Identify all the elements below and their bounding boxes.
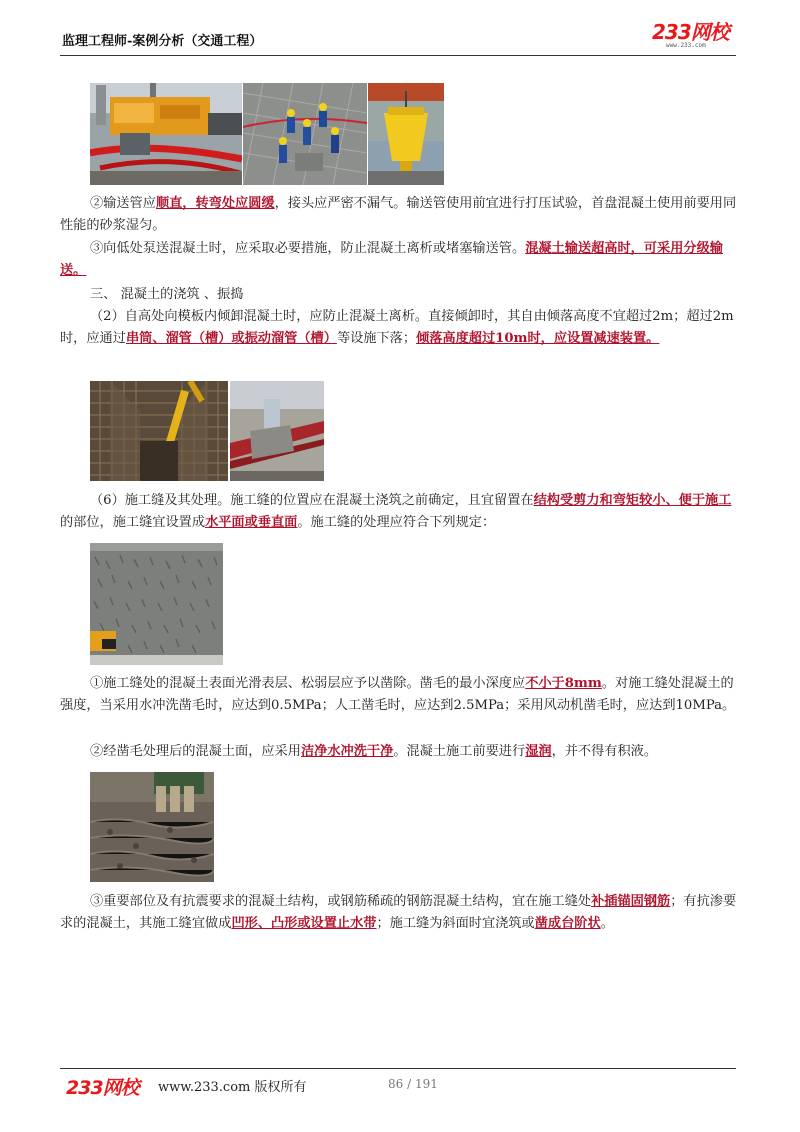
highlight-speed-reducer: 倾落高度超过10m时，应设置减速装置。 xyxy=(416,331,660,346)
highlight-clean-water: 洁净水冲洗干净 xyxy=(301,744,394,759)
highlight-staged-pumping: 混凝土输送超高时，可采用分级输送。 xyxy=(60,241,723,278)
footer-copyright: www.233.com 版权所有 xyxy=(158,1080,307,1095)
paragraph-seismic-joint: ③重要部位及有抗震要求的混凝土结构，或钢筋稀疏的钢筋混凝土结构，宜在施工缝处补插锚固钢筋；有抗渗要求的混凝土，其施工缝宜做成凹形、凸形或设置止水带；施工缝为斜面时宜浇筑或凿成台阶状。 xyxy=(60,894,737,931)
brand-logo-url: www.233.com xyxy=(666,42,706,49)
highlight-low-shear-location: 结构受剪力和弯矩较小、便于施工 xyxy=(533,493,732,508)
section-heading-pouring: 三、 混凝土的浇筑 、振捣 xyxy=(90,287,244,302)
page-number: 86 / 191 xyxy=(388,1077,438,1091)
paragraph-pipe-requirements: ②输送管应顺直，转弯处应圆缓，接头应严密不漏气。输送管使用前宜进行打压试验，首盘混凝土使用前要用同性能的砂浆湿匀。 xyxy=(60,196,737,233)
chute-pit-photo xyxy=(90,381,228,481)
chiseled-joint-photo xyxy=(90,543,223,665)
highlight-wetting: 湿润 xyxy=(525,744,552,759)
highlight-stepped: 凿成台阶状 xyxy=(534,916,601,931)
paragraph-dumping-height: （2）自高处向模板内倾卸混凝土时，应防止混凝土离析。直接倾卸时，其自由倾落高度不宜超过2m；超过2m时，应通过串筒、溜管（槽）或振动溜管（槽）等设施下落；倾落高度超过10m时，应设置减速装置。 xyxy=(60,309,734,346)
chute-pipe-photo xyxy=(230,381,324,481)
paragraph-construction-joint: （6）施工缝及其处理。施工缝的位置应在混凝土浇筑之前确定，且宜留置在结构受剪力和弯矩较小、便于施工的部位，施工缝宜设置成水平面或垂直面。施工缝的处理应符合下列规定： xyxy=(60,493,732,530)
yellow-hopper-photo xyxy=(368,83,444,185)
page-header-title: 监理工程师-案例分析（交通工程） xyxy=(62,34,263,49)
highlight-min-depth: 不小于8mm xyxy=(525,676,602,691)
highlight-horizontal-vertical: 水平面或垂直面 xyxy=(205,515,298,530)
brand-logo xyxy=(652,22,732,48)
highlight-chute-devices: 串筒、溜管（槽）或振动溜管（槽） xyxy=(125,331,337,346)
header-divider xyxy=(60,55,736,56)
highlight-waterstop: 凹形、凸形或设置止水带 xyxy=(231,916,377,931)
workers-pouring-photo xyxy=(243,83,367,185)
paragraph-washing: ②经凿毛处理后的混凝土面，应采用洁净水冲洗干净。混凝土施工前要进行湿润，并不得有积液。 xyxy=(90,744,658,759)
footer-brand-logo: 233网校 xyxy=(66,1077,139,1099)
footer-divider xyxy=(60,1068,736,1069)
paragraph-low-pumping: ③向低处泵送混凝土时，应采取必要措施，防止混凝土离析或堵塞输送管。混凝土输送超高时，可采用分级输送。 xyxy=(60,241,723,278)
washed-joint-photo xyxy=(90,772,214,882)
brand-logo-text: 233网校 xyxy=(652,20,729,44)
concrete-pump-photo xyxy=(90,83,242,185)
paragraph-chiseling-depth: ①施工缝处的混凝土表面光滑表层、松弱层应予以凿除。凿毛的最小深度应不小于8mm。对施工缝处混凝土的强度，当采用水冲洗凿毛时，应达到0.5MPa；人工凿毛时，应达到2.5MPa；采用风动机凿毛时，应达到10MPa。 xyxy=(60,676,736,713)
highlight-anchor-bars: 补插锚固钢筋 xyxy=(591,894,671,909)
highlight-straight-pipe: 顺直，转弯处应圆缓 xyxy=(155,196,275,211)
